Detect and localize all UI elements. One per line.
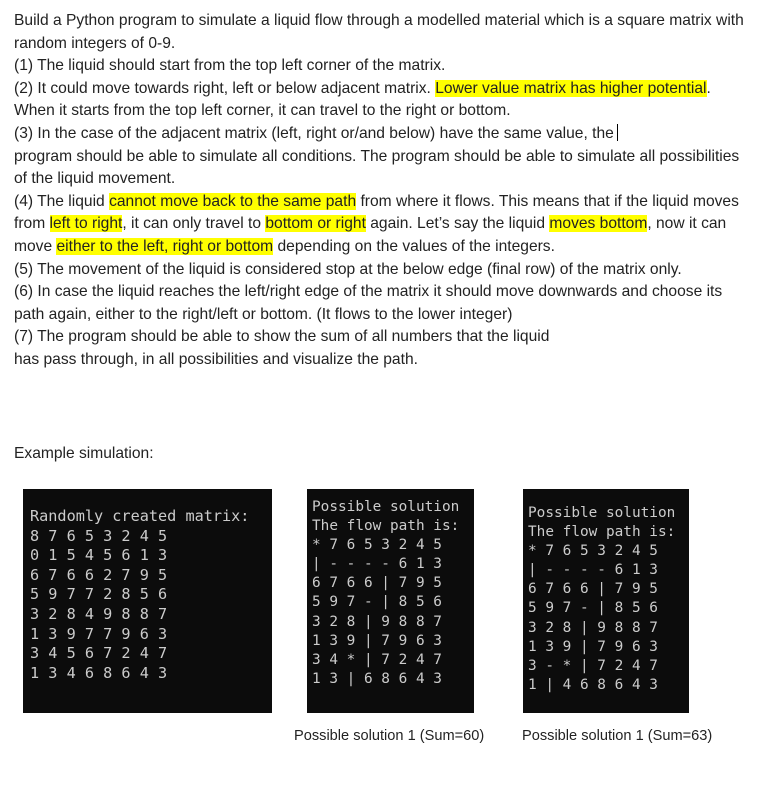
terminal-line: Randomly created matrix: [30,507,250,525]
terminal-line: * 7 6 5 3 2 4 5 [528,543,658,560]
text-segment: (2) It could move towards right, left or below adjacent matrix. [14,79,436,97]
text-segment: , now it can move [14,215,727,255]
example-title: Example simulation: [14,445,154,462]
terminal-line: 0 1 5 4 5 6 1 3 [30,546,168,565]
terminal-line: 6 7 6 6 | 7 9 5 [528,581,658,598]
requirement-item [14,326,754,371]
text-segment: (6) In case the liquid reaches the left/right edge of the matrix it should move downwards and choose its path again, either to the right/left or bottom. (It flows to the lower integer) [14,283,723,323]
terminal-line: 1 3 9 7 7 9 6 3 [30,624,168,643]
terminal-line: 3 2 8 | 9 8 8 7 [528,619,658,636]
terminal-line: The flow path is: [528,524,676,541]
highlighted-text: Lower value matrix has higher potential [435,79,707,97]
terminal-line: 3 4 5 6 7 2 4 7 [30,644,168,663]
requirement-item [14,191,754,259]
terminal-line: | - - - - 6 1 3 [312,556,442,573]
terminal-solution-1 [307,489,474,713]
requirement-item [14,281,754,326]
text-segment: , it can only travel to [122,215,266,233]
terminal-line: 5 9 7 7 2 8 5 6 [30,585,168,604]
terminal-line: Possible solution [528,505,676,521]
terminal-line: Possible solution [312,499,460,515]
highlighted-text: either to the left, right or bottom [56,237,274,255]
text-segment: program should be able to simulate all conditions. The program should be able to simulate all possibilities of the liquid movement. [14,147,740,188]
terminal-line: 5 9 7 - | 8 5 6 [528,600,658,617]
text-cursor [617,124,618,141]
requirements-list [14,55,754,371]
text-segment: from where it flows. This means that if the liquid moves from [14,192,739,233]
highlighted-text: moves bottom [549,215,648,233]
highlighted-text: bottom or right [265,215,366,233]
terminal-line: 6 7 6 6 2 7 9 5 [30,565,168,584]
terminal-line: The flow path is: [312,518,460,535]
terminal-line: 1 | 4 6 8 6 4 3 [528,676,658,693]
text-segment: (5) The movement of the liquid is considered stop at the below edge (final row) of the matrix only. [14,260,682,278]
highlighted-text: cannot move back to the same path [109,192,357,210]
terminal-line: 1 3 9 | 7 9 6 3 [312,632,442,649]
question-intro: Build a Python program to simulate a liquid flow through a modelled material which is a square matrix with random integers of 0-9. [14,12,744,52]
terminal-line: 1 3 | 6 8 6 4 3 [312,670,442,687]
terminal-line: * 7 6 5 3 2 4 5 [312,537,442,554]
caption-solution-1: Possible solution 1 (Sum=60) [294,728,485,744]
terminal-line: 1 3 9 | 7 9 6 3 [528,638,658,655]
terminal-line: 3 2 8 4 9 8 8 7 [30,604,168,623]
terminal-line: 3 - * | 7 2 4 7 [528,657,658,674]
terminal-line: 1 3 4 6 8 6 4 3 [30,663,168,682]
terminal-line: 3 4 * | 7 2 4 7 [312,651,442,668]
terminal-line: 5 9 7 - | 8 5 6 [312,594,442,611]
text-segment: has pass through, in all possibilities and visualize the path. [14,350,418,368]
text-segment: . When it starts from the top left corner, it can travel to the right or bottom. [14,79,711,120]
text-segment: (3) In the case of the adjacent matrix (left, right or/and below) have the same value, the [14,124,614,142]
requirement-item [14,78,754,123]
terminal-line: 3 2 8 | 9 8 8 7 [312,613,442,630]
terminal-line: 6 7 6 6 | 7 9 5 [312,575,442,592]
requirement-item [14,55,754,78]
requirement-item [14,123,754,191]
text-segment: depending on the values of the integers. [273,237,555,255]
requirement-item [14,259,754,282]
caption-solution-2: Possible solution 1 (Sum=63) [522,728,713,744]
terminal-random-matrix [23,489,272,713]
terminal-line: 8 7 6 5 3 2 4 5 [30,526,168,545]
text-segment: again. Let’s say the liquid [365,215,550,233]
highlighted-text: left to right [49,215,123,233]
text-segment: (4) The liquid [14,192,110,210]
question-text [14,10,754,372]
terminal-line: | - - - - 6 1 3 [528,562,658,579]
text-segment: (1) The liquid should start from the top left corner of the matrix. [14,57,446,75]
text-segment: (7) The program should be able to show the sum of all numbers that the liquid [14,328,550,346]
terminal-solution-2 [523,489,689,713]
